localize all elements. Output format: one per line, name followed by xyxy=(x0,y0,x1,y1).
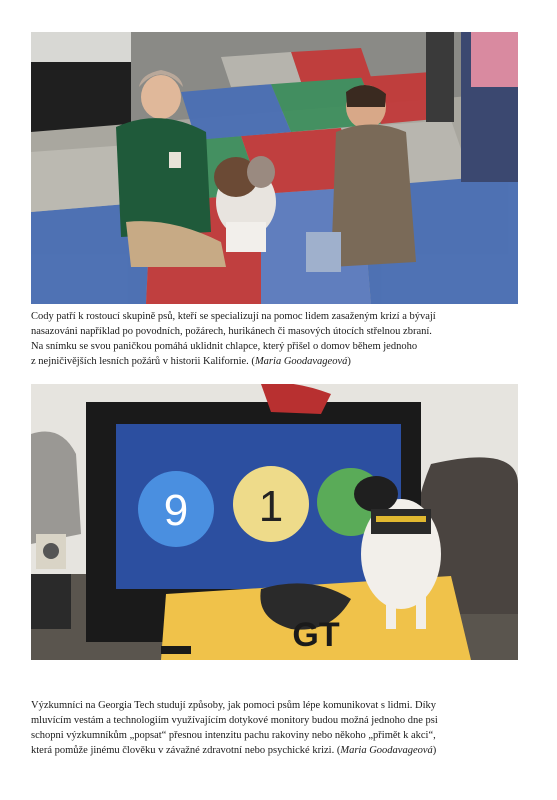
caption-line: nasazováni například po povodních, požárech, hurikánech či masových útocích střelnou zbraní. xyxy=(31,326,432,337)
caption-line: mluvícím vestám a technologiím využívajícím dotykové monitory budou možná jednoho dne psi xyxy=(31,715,438,726)
svg-text:GT: GT xyxy=(292,616,340,654)
caption-line: která pomůže jinému člověku v závažné zdravotní nebo psychické krizi. ( xyxy=(31,745,341,756)
photo-credit: Maria Goodavageová xyxy=(254,356,348,367)
screen-number-1[interactable]: 1 xyxy=(258,482,284,531)
caption-therapy-dog xyxy=(31,309,521,369)
caption-touchscreen-dog xyxy=(31,698,521,758)
caption-close: ) xyxy=(432,745,437,756)
caption-line: Na snímku se svou paničkou pomáhá uklidnit chlapce, který přišel o domov během jednoho xyxy=(31,341,418,352)
photo-therapy-dog xyxy=(31,32,518,304)
caption-line: Výzkumníci na Georgia Tech studují způsoby, jak pomoci psům lépe komunikovat s lidmi. Díky xyxy=(31,700,437,711)
screen-number-9[interactable]: 9 xyxy=(163,486,189,535)
caption-line: Cody patří k rostoucí skupině psů, kteří se specializují na pomoc lidem zasaženým krizí a bývají xyxy=(31,311,436,322)
caption-close: ) xyxy=(347,356,351,367)
caption-line: schopni výzkumníkům „popsat“ přesnou intenzitu pachu rakoviny nebo někoho „přimět k akci“, xyxy=(31,730,436,741)
caption-line: z nejničivějších lesních požárů v historii Kalifornie. ( xyxy=(31,356,255,367)
photo-credit: Maria Goodavageová xyxy=(340,745,433,756)
photo-touchscreen-dog xyxy=(31,384,518,660)
